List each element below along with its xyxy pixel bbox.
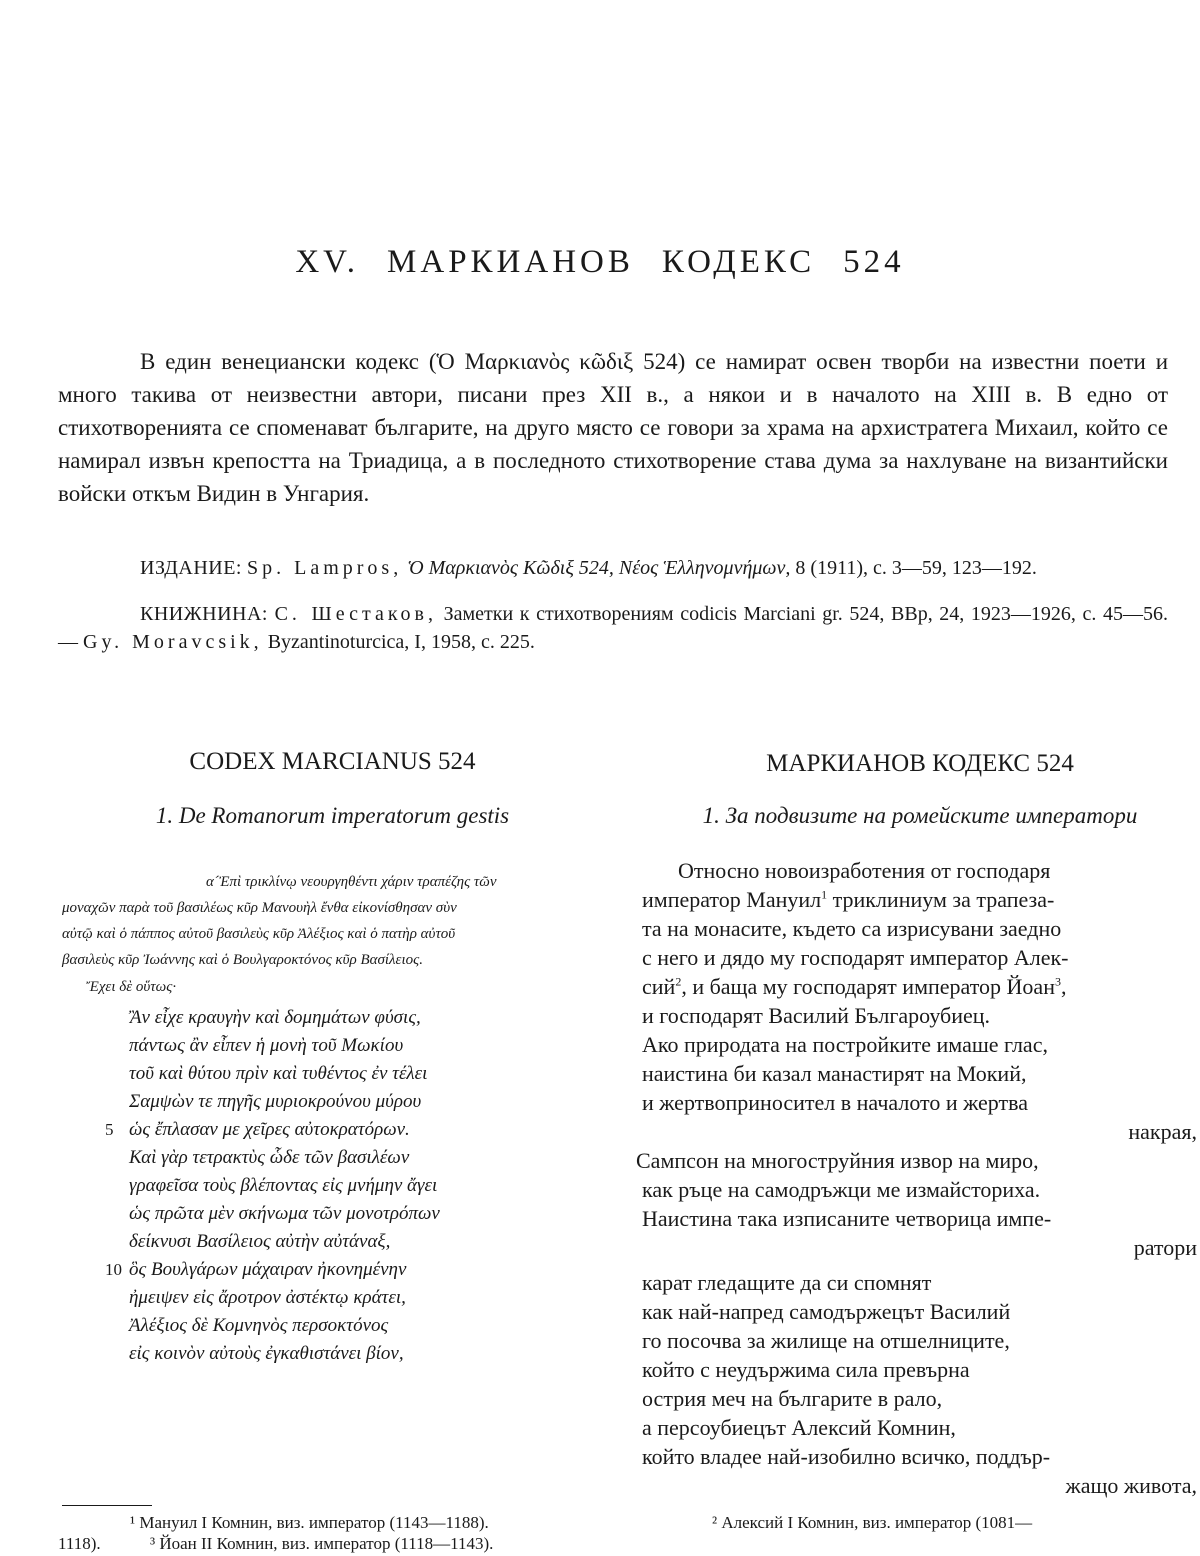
right-column-heading: МАРКИАНОВ КОДЕКС 524 <box>766 750 1074 777</box>
translation-line: острия меч на българите в рало, <box>642 1386 943 1411</box>
left-column-heading: CODEX MARCIANUS 524 <box>189 748 476 775</box>
footnote-2-continued: 1118). <box>58 1534 101 1553</box>
translation-line: и господарят Василий Българоубиец. <box>642 1003 991 1028</box>
verse-line: ὡς πρῶτα μὲν σκήνωμα τῶν μονοτρόπων <box>129 1203 440 1224</box>
edition-work: Ὁ Μαρκιανὸς Κῶδιξ 524, Νέος Ἑλληνομνήμων, <box>407 557 791 579</box>
footnote-separator <box>62 1505 152 1506</box>
literature-entry <box>58 600 1168 656</box>
footnote-3: ³ Йоан II Комнин, виз. император (1118—1143). <box>150 1534 494 1553</box>
translation-line: и жертвоприносител в началото и жертва <box>642 1090 1028 1115</box>
footnote-1: ¹ Мануил I Комнин, виз. император (1143—1188). <box>130 1513 489 1532</box>
verse-line: τοῦ καὶ θύτου πρὶν καὶ τυθέντος ἐν τέλει <box>129 1063 428 1084</box>
translation-line: Ако природата на постройките имаше глас, <box>642 1032 1048 1057</box>
verse-line: 10 ὃς Βουλγάρων μάχαιραν ἠκονημένην <box>105 1259 407 1280</box>
lemma-line-4: βασιλεὺς κῦρ Ἰωάννης καὶ ὁ Βουλγαροκτόνος κῦρ Βασίλειος. <box>62 952 423 968</box>
translation-line: Наистина така изписаните четворица импе- <box>642 1206 1052 1231</box>
edition-entry <box>58 554 1168 582</box>
translation-line: който владее най-изобилно всичко, поддър- <box>642 1444 1051 1469</box>
verse-line: Ἀλέξιος δὲ Κομνηνὸς περσοκτόνος <box>129 1315 389 1336</box>
edition-author: Sp. Lampros, <box>247 557 403 579</box>
verse-line: γραφεῖσα τοὺς βλέποντας εἰς μνήμην ἄγει <box>129 1175 438 1196</box>
verse-line: Ἂν εἶχε κραυγὴν καὶ δομημάτων φύσις, <box>129 1007 421 1028</box>
lemma-ekhei: Ἔχει δὲ οὕτως· <box>86 979 177 995</box>
literature-work-1: Заметки к стихотворениям codicis Marciani gr. 524, ВВр, 24, 1923—1926, с. 45—56. — <box>58 603 1168 653</box>
translation-line: го посочва за жилище на отшелниците, <box>642 1328 1010 1353</box>
translation-line: наистина би казал манастирят на Мокий, <box>642 1061 1027 1086</box>
translation-line: с него и дядо му господарят император Алек- <box>642 945 1069 970</box>
greek-verses <box>105 1004 440 1368</box>
verse-line: Σαμψὼν τε πηγῆς μυριοκρούνου μύρου <box>129 1091 422 1112</box>
edition-label: ИЗДАНИЕ: <box>140 557 242 579</box>
translation-line: та на монасите, където са изрисувани заедно <box>642 916 1062 941</box>
translation-line: Относно новоизработения от господаря <box>678 858 1051 883</box>
lemma-line-3: αὐτῷ καὶ ὁ πάππος αὐτοῦ βασιλεὺς κῦρ Ἀλέξιος καὶ ὁ πατὴρ αὐτοῦ <box>62 926 456 942</box>
chapter-title-word-1: МАРКИАНОВ <box>387 244 634 280</box>
translation-line: карат гледащите да си спомнят <box>642 1270 932 1295</box>
verse-line: ἠμειψεν εἰς ἄροτρον ἀστέκτῳ κράτει, <box>129 1287 406 1308</box>
chapter-number: XV. <box>295 244 360 280</box>
chapter-title <box>0 244 1200 281</box>
translation-line: ратори <box>1133 1235 1197 1260</box>
translation-lines <box>636 856 1197 1500</box>
translation-line: а персоубиецът Алексий Комнин, <box>642 1415 956 1440</box>
right-column-subheading: 1. За подвизите на ромейските императори <box>702 803 1138 828</box>
chapter-title-number: 524 <box>843 244 905 280</box>
verse-line: δείκνυσι Βασίλειος αὐτὴν αὐτάναξ, <box>129 1231 391 1252</box>
translation-line: как най-напред самодържецът Василий <box>642 1299 1011 1324</box>
literature-work-2: Byzantinoturcica, I, 1958, с. 225. <box>267 631 535 653</box>
literature-author-2: Gy. Moravcsik, <box>83 631 263 653</box>
lemma-line-1: α´Ἐπὶ τρικλίνῳ νεουργηθέντι χάριν τραπέζης τῶν <box>206 874 497 890</box>
translation-line: Сампсон на многоструйния извор на миро, <box>636 1148 1039 1173</box>
intro-text: В един венециански кодекс (Ὁ Μαρκιανὸς κῶδιξ 524) се намират освен творби на известни поети и много такива от неизвестни автори, писани през XII в., а някои и в началото на XIII в. В едно от стихотворенията се споменават българите, на друго място се говори за храма на архистратега Михаил, който се намирал извън крепостта на Триадица, а в последното стихотворение става дума за нахлуване на византийски войски откъм Видин в Унгария. <box>58 349 1168 506</box>
literature-label: КНИЖНИНА: <box>140 603 268 625</box>
intro-paragraph <box>58 345 1168 510</box>
translation-line: накрая, <box>1128 1119 1197 1144</box>
translation-line: как ръце на самодръжци ме измайсториха. <box>642 1177 1041 1202</box>
translation-line: жащо живота, <box>1065 1473 1197 1498</box>
translation-line: сий$^2$, и баща му господарят император Йоан$^3$, <box>642 974 1067 999</box>
verse-line: Καὶ γὰρ τετρακτὺς ὧδε τῶν βασιλέων <box>129 1147 410 1168</box>
chapter-title-word-2: КОДЕКС <box>661 244 816 280</box>
translation-line: император Мануил$^1$ триклиниум за трапеза- <box>642 887 1055 912</box>
verse-line: 5 ὡς ἔπλασαν με χεῖρες αὐτοκρατόρων. <box>105 1119 410 1140</box>
left-column-subheading: 1. De Romanorum imperatorum gestis <box>155 803 510 828</box>
lemma-line-2: μοναχῶν παρὰ τοῦ βασιλέως κῦρ Μανουὴλ ἔνθα εἰκονίσθησαν σὺν <box>62 900 457 916</box>
verse-line: πάντως ἂν εἶπεν ἡ μονὴ τοῦ Μωκίου <box>129 1035 404 1056</box>
footnote-2: ² Алексий I Комнин, виз. император (1081— <box>712 1513 1033 1532</box>
edition-details: 8 (1911), с. 3—59, 123—192. <box>795 557 1037 579</box>
verse-line: εἰς κοινὸν αὐτοὺς ἐγκαθιστάνει βίον, <box>129 1343 404 1364</box>
literature-author-1: С. Шестаков, <box>274 603 437 625</box>
translation-line: който с неудържима сила превърна <box>642 1357 970 1382</box>
